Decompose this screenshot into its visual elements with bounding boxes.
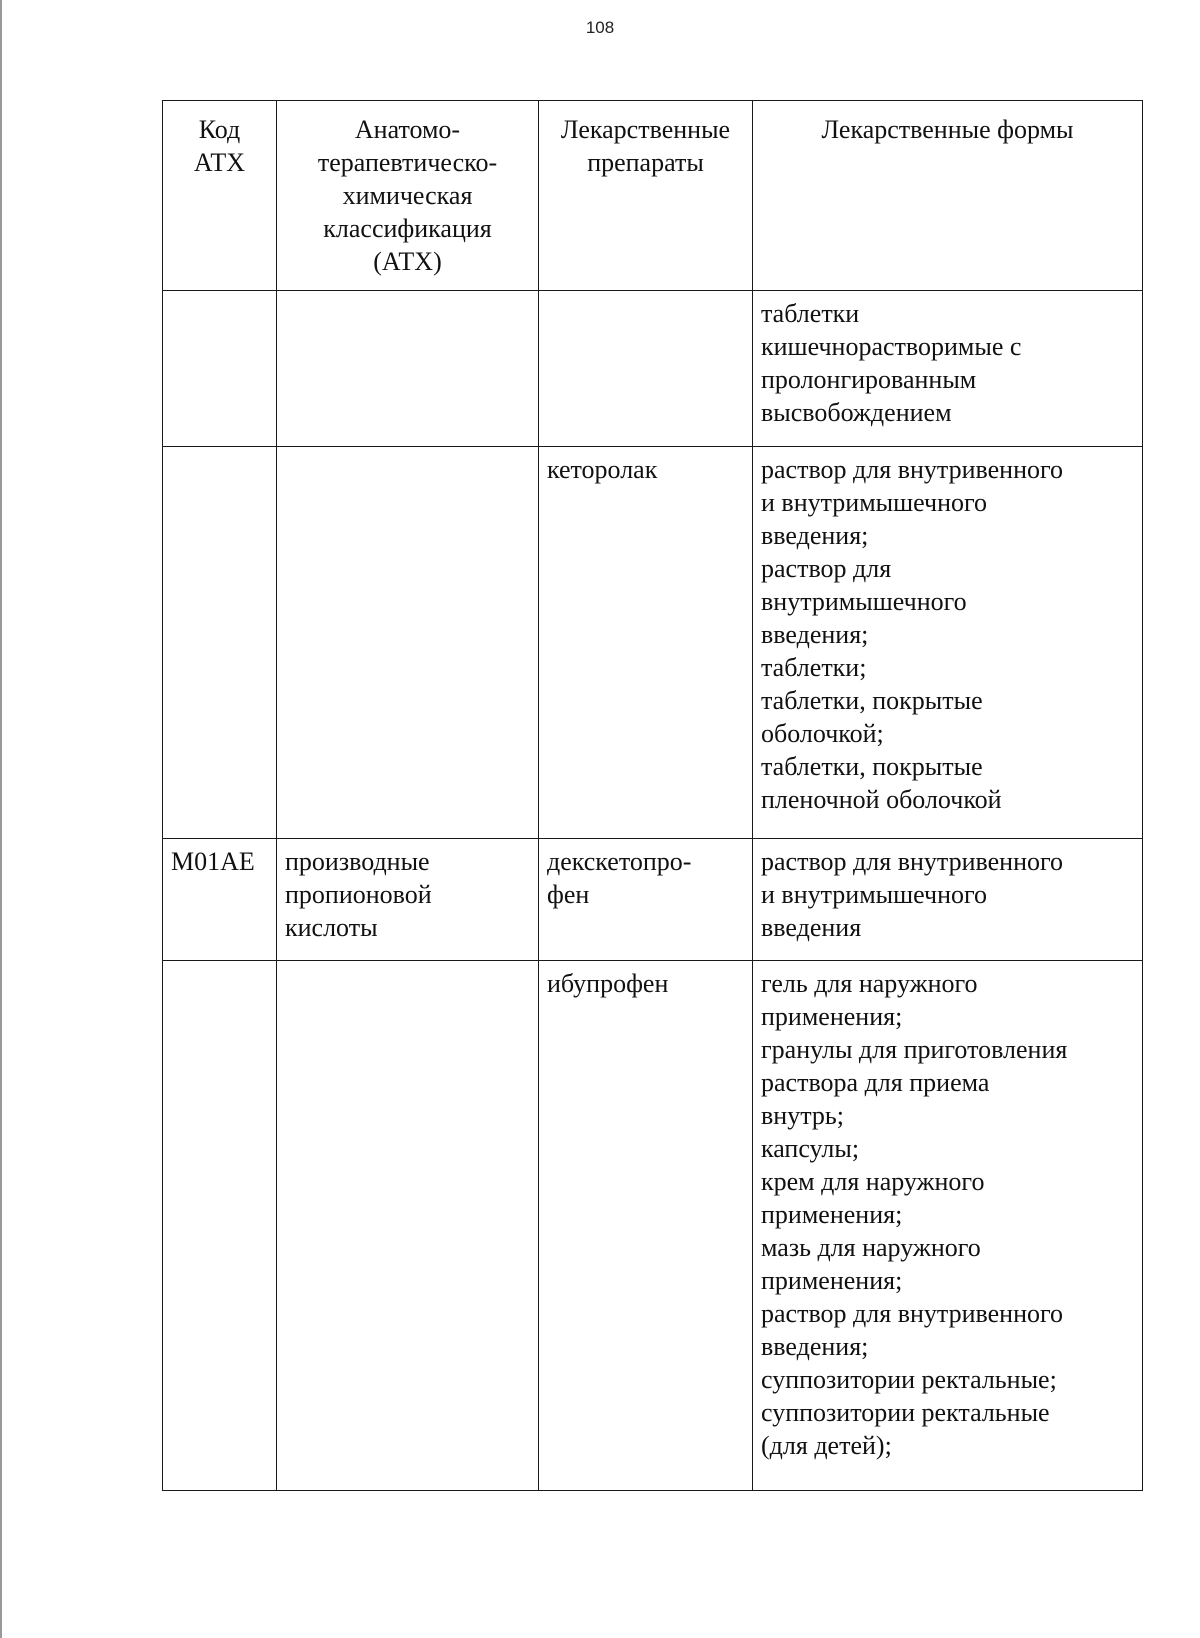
header-atx-code: Код АТХ [163, 101, 277, 291]
page-number: 108 [585, 18, 615, 37]
table-row [163, 447, 1143, 839]
cell-classification [277, 447, 539, 839]
cell-atx-code [163, 961, 277, 1491]
cell-drug [539, 291, 753, 447]
table-row [163, 291, 1143, 447]
header-drugs: Лекарственные препараты [539, 101, 753, 291]
scan-edge [0, 0, 2, 1638]
cell-classification [277, 961, 539, 1491]
cell-atx-code [163, 447, 277, 839]
cell-classification: производные пропионовой кислоты [277, 839, 539, 961]
cell-atx-code: M01AE [163, 839, 277, 961]
cell-classification [277, 291, 539, 447]
table-header-row [163, 101, 1143, 291]
cell-drug: кеторолак [539, 447, 753, 839]
cell-dosage-forms: гель для наружного применения; гранулы для приготовления раствора для приема внутрь; капсулы; крем для наружного применения; мазь для наружного применения; раствор для внутривенного введения; суппозитории ректальные; суппозитории ректальные (для детей); [753, 961, 1143, 1491]
table-row [163, 961, 1143, 1491]
cell-dosage-forms: раствор для внутривенного и внутримышечного введения; раствор для внутримышечного введения; таблетки; таблетки, покрытые оболочкой; таблетки, покрытые пленочной оболочкой [753, 447, 1143, 839]
cell-dosage-forms: таблетки кишечнорастворимые с пролонгированным высвобождением [753, 291, 1143, 447]
cell-drug: ибупрофен [539, 961, 753, 1491]
cell-drug: декскетопро- фен [539, 839, 753, 961]
table-row [163, 839, 1143, 961]
cell-atx-code [163, 291, 277, 447]
cell-dosage-forms: раствор для внутривенного и внутримышечного введения [753, 839, 1143, 961]
atx-table [162, 100, 1143, 1491]
header-dosage-forms: Лекарственные формы [753, 101, 1143, 291]
header-atx-classification: Анатомо- терапевтическо- химическая классификация (АТХ) [277, 101, 539, 291]
